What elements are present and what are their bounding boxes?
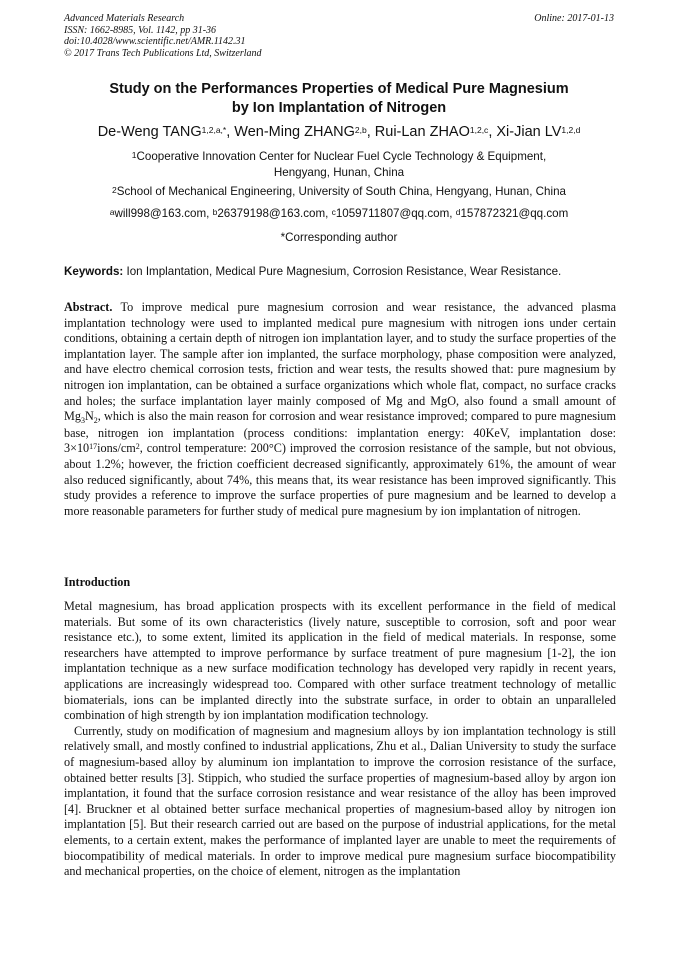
author-superscript: 1,2,a,*: [201, 125, 227, 135]
abstract-label: Abstract.: [64, 300, 113, 314]
intro-paragraph-2: Currently, study on modification of magnesium and magnesium alloys by ion implantation technology is still relatively small, and mostly confined to industrial applications, Zhu et al., Dalian University to study the surface of magnesium-based alloy by aluminum ion implantation to improve the corrosion resistance of the surface, obtained better results [3]. Stippich, who studied the surface properties of magnesium-based alloy by argon ion implantation, it found that the surface corrosion resistance and wear resistance of the alloy has been improved [4]. Bruckner et al obtained better surface mechanical properties of magnesium-based alloy by nitrogen ion implantation [5]. But their research carried out are based on the purpose of industrial applications, for the metal elements, to a certain extent, makes the performance of implanted layer are unable to meet the requirements of biocompatibility of medical materials. In order to improve medical pure magnesium surface biocompatibility and mechanical properties, on the choice of element, nitrogen as the implantation: [64, 723, 616, 879]
corresponding-author-note: *Corresponding author: [280, 231, 398, 244]
email-superscript: c: [331, 207, 336, 217]
author-name: Wen-Ming ZHANG: [234, 124, 355, 140]
email-address[interactable]: will998@163.com,: [114, 207, 213, 220]
copyright-line: © 2017 Trans Tech Publications Ltd, Switzerland: [64, 47, 262, 59]
author-superscript: 1,2,c: [469, 125, 489, 135]
section-heading-introduction: Introduction: [64, 575, 131, 589]
journal-header: [64, 13, 614, 59]
affiliation-1-line-1: Cooperative Innovation Center for Nuclear Fuel Cycle Technology & Equipment,: [136, 150, 547, 163]
affiliation-superscript: 2: [112, 185, 117, 195]
abstract-text: , which is also the main reason for corrosion and wear resistance improved; compared to pure magnesium base, nitrogen ion implantation (process conditions: implantation energy: 40KeV, implantation dose: 3×10: [64, 409, 616, 456]
affiliation-1-line-2: Hengyang, Hunan, China: [273, 166, 405, 179]
email-list: [40, 206, 638, 222]
affiliation-2: [40, 184, 638, 200]
email-address[interactable]: 1059711807@qq.com,: [335, 207, 456, 220]
email-superscript: d: [455, 207, 461, 217]
author-name: De-Weng TANG: [97, 124, 202, 140]
introduction-body: [64, 599, 616, 880]
abstract-text: N: [84, 409, 94, 424]
keywords: [64, 264, 624, 279]
keywords-label: Keywords:: [64, 265, 124, 278]
intro-paragraph-1: Metal magnesium, has broad application prospects with its excellent performance in the field of medical materials. But some of its own characteristics (lively nature, susceptible to corrosion, soft and poor wear resistance etc.), to some extent, limited its application in the field of medical materials. In response, some researchers have attempted to improve performance by surface treatment of pure magnesium [1-2], the ion implantation technique as a new surface modification technology has developed very rapidly in recent years, applications are increasingly widespread too. Compared with other surface treatment technology of metallic biomaterials, ions can be implanted directly into the substrate surface, in order to obtain an unparalleled combination of high strength by ion implantation modification technology.: [64, 599, 616, 723]
paper-title: [40, 80, 638, 118]
subscript: 2: [93, 416, 98, 426]
author-separator: ,: [226, 124, 235, 140]
abstract: [64, 300, 616, 519]
email-superscript: b: [212, 207, 218, 217]
abstract-text: , control temperature: 200°C) improved the corrosion resistance of the sample, but not obvious, about 1.2%; however, the friction coefficient decreased significantly, approximately 61%, the amount of wear also reduced significantly, about 74%, this means that, its wear resistance has been improved significantly. This study provides a reference to improve the surface properties of pure magnesium and be learned to develop a more reasonable parameters for further study of medical pure magnesium by ion implantation of nitrogen.: [64, 441, 616, 518]
subscript: 3: [80, 416, 85, 426]
author-separator: ,: [366, 124, 375, 140]
doi-line: doi:10.4028/www.scientific.net/AMR.1142.31: [64, 36, 246, 47]
author-superscript: 2,b: [354, 125, 367, 135]
title-line-2: by Ion Implantation of Nitrogen: [231, 100, 447, 116]
issn-line: ISSN: 1662-8985, Vol. 1142, pp 31-36: [64, 24, 217, 36]
email-address[interactable]: 26379198@163.com,: [217, 207, 332, 220]
online-date: Online: 2017-01-13: [534, 13, 614, 24]
keywords-text: Ion Implantation, Medical Pure Magnesium, Corrosion Resistance, Wear Resistance.: [123, 265, 562, 278]
email-address[interactable]: 157872321@qq.com: [460, 207, 569, 220]
abstract-text: To improve medical pure magnesium corrosion and wear resistance, the advanced plasma implantation technology were used to implanted medical pure magnesium with nitrogen ions under certain conditions, obtaining a certain depth of nitrogen ion implantation layer, and to study the surface properties of the implantation layer. The sample after ion implanted, the surface morphology, phase composition were analyzed, and have electro chemical corrosion tests, friction and wear tests, the results showed that: pure magnesium by nitrogen ion implantation, can be obtained a surface organizations which whole flat, compact, no surface cracks and holes; the surface implantation layer mainly composed of Mg and MgO, also found a small amount of Mg: [64, 300, 616, 424]
author-list: [20, 122, 658, 142]
author-name: Rui-Lan ZHAO: [374, 124, 470, 140]
author-name: Xi-Jian LV: [496, 124, 562, 140]
title-line-1: Study on the Performances Properties of Medical Pure Magnesium: [109, 81, 569, 97]
abstract-text: ions/cm: [97, 441, 136, 456]
superscript: 17: [89, 442, 98, 452]
author-separator: ,: [488, 124, 497, 140]
affiliation-2-text: School of Mechanical Engineering, University of South China, Hengyang, Hunan, China: [116, 185, 566, 198]
affiliation-1: [40, 149, 638, 181]
email-superscript: a: [109, 207, 115, 217]
author-superscript: 1,2,d: [561, 125, 581, 135]
journal-name: Advanced Materials Research: [64, 13, 185, 24]
superscript: 2: [135, 442, 140, 452]
affiliation-superscript: 1: [131, 150, 137, 160]
